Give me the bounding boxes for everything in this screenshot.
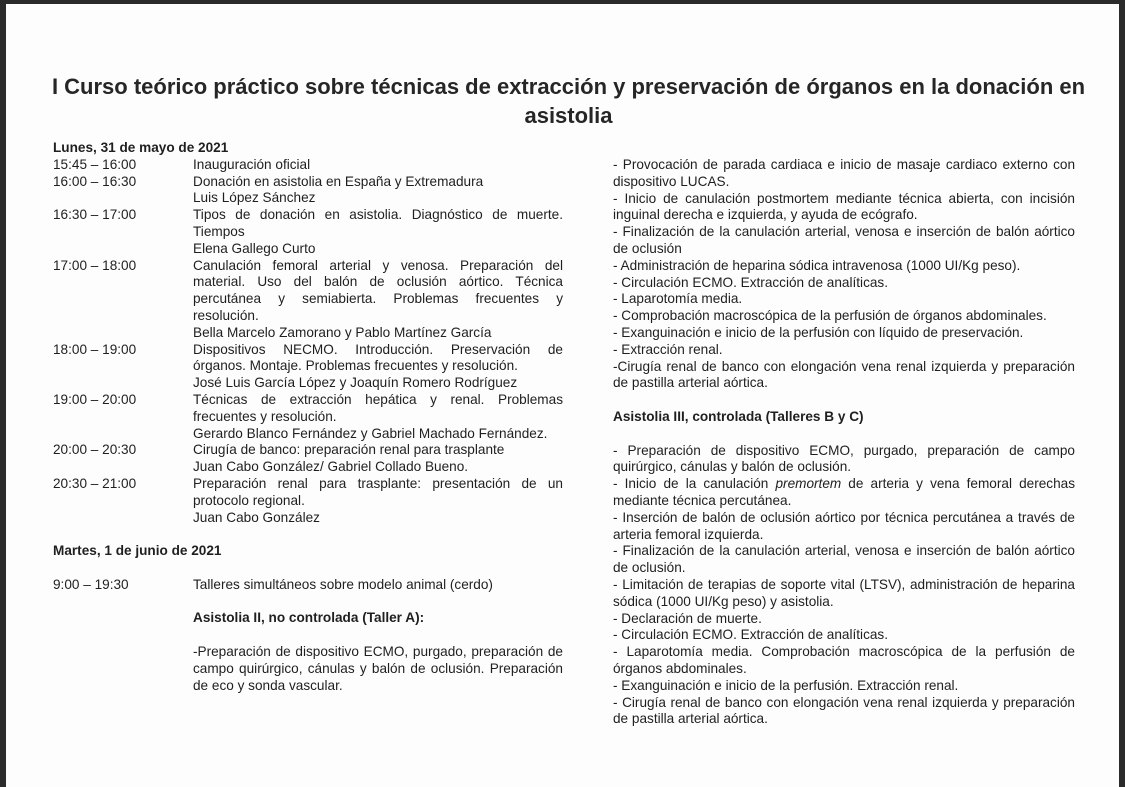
schedule-time: 19:00 – 20:00: [53, 391, 137, 407]
section-b-heading: Asistolia III, controlada (Talleres B y C): [613, 408, 864, 424]
procedure-step: - Declaración de muerte.: [613, 610, 762, 626]
step-text: - Inicio de la canulación: [613, 476, 776, 492]
right-column: [613, 157, 1075, 728]
schedule-time: 20:30 – 21:00: [53, 475, 137, 491]
left-column: [53, 140, 563, 694]
session-speakers: Elena Gallego Curto: [193, 240, 316, 256]
session-topic: Canulación femoral arterial y venosa. Preparación del material. Uso del balón de oclusión aórtico. Técnica percutánea y semiabierta. Problemas frecuentes y resolución.: [193, 257, 563, 323]
schedule-desc: [193, 392, 563, 442]
schedule-row: [53, 392, 563, 442]
schedule-time: 18:00 – 19:00: [53, 341, 137, 357]
session-topic: Cirugía de banco: preparación renal para trasplante: [193, 442, 505, 458]
taller-b-step: - Preparación de dispositivo ECMO, purgado, preparación de campo quirúrgico, cánulas y balón de oclusión.: [613, 442, 1075, 475]
document-page: [6, 4, 1119, 787]
step-emphasis: premortem: [775, 476, 842, 492]
day1-schedule: [53, 157, 563, 527]
section-a-text: -Preparación de dispositivo ECMO, purgado, preparación de campo quirúrgico, cánulas y balón de oclusión. Preparación de eco y sonda vascular.: [193, 643, 563, 693]
procedure-step: - Administración de heparina sódica intravenosa (1000 UI/Kg peso).: [613, 257, 1021, 273]
session-topic: Donación en asistolia en España y Extremadura: [193, 173, 484, 189]
procedure-step: -Cirugía renal de banco con elongación vena renal izquierda y preparación de pastilla arterial aórtica.: [613, 358, 1075, 391]
taller-a-steps: [613, 157, 1075, 392]
session-speakers: Juan Cabo González/ Gabriel Collado Bueno.: [193, 459, 469, 475]
step-text: de arteria y vena femoral derechas mediante técnica percutánea.: [613, 476, 1075, 508]
session-speakers: Juan Cabo González: [193, 509, 320, 525]
procedure-step: - Provocación de parada cardiaca e inicio de masaje cardiaco externo con dispositivo LUCAS.: [613, 157, 1075, 189]
day2-desc: Talleres simultáneos sobre modelo animal (cerdo): [193, 576, 493, 592]
schedule-desc: [193, 174, 563, 208]
session-topic: Técnicas de extracción hepática y renal. Problemas frecuentes y resolución.: [193, 391, 563, 424]
schedule-desc: [193, 342, 563, 392]
procedure-step: - Comprobación macroscópica de la perfusión de órganos abdominales.: [613, 308, 1047, 324]
schedule-row: [53, 442, 563, 476]
procedure-step: - Exanguinación e inicio de la perfusión. Extracción renal.: [613, 677, 959, 693]
procedure-step: - Cirugía renal de banco con elongación vena renal izquierda y preparación de pastilla arterial aórtica.: [613, 694, 1075, 727]
session-topic: Preparación renal para trasplante: presentación de un protocolo regional.: [193, 475, 563, 508]
schedule-row: [53, 476, 563, 526]
session-speakers: José Luis García López y Joaquín Romero Rodríguez: [193, 375, 518, 391]
schedule-row: [53, 258, 563, 342]
schedule-time: 15:45 – 16:00: [53, 156, 137, 172]
schedule-time: 17:00 – 18:00: [53, 257, 137, 273]
schedule-desc: [193, 258, 563, 342]
session-topic: Inauguración oficial: [193, 156, 311, 172]
schedule-time: 16:30 – 17:00: [53, 207, 137, 223]
schedule-desc: [193, 157, 563, 174]
session-speakers: Gerardo Blanco Fernández y Gabriel Machado Fernández.: [193, 425, 548, 441]
procedure-step: - Inicio de canulación postmortem mediante técnica abierta, con incisión inguinal derecha e izquierda, y ayuda de ecógrafo.: [613, 190, 1075, 223]
procedure-step: - Circulación ECMO. Extracción de analíticas.: [613, 274, 888, 290]
session-speakers: Bella Marcelo Zamorano y Pablo Martínez García: [193, 324, 492, 340]
procedure-step: - Circulación ECMO. Extracción de analíticas.: [613, 627, 888, 643]
taller-b-step: [613, 476, 1075, 510]
procedure-step: - Limitación de terapias de soporte vital (LTSV), administración de heparina sódica (1000 UI/Kg peso) y asistolia.: [613, 576, 1075, 609]
document-title: I Curso teórico práctico sobre técnicas de extracción y preservación de órganos en la donación en asistolia: [51, 74, 1086, 128]
procedure-step: - Finalización de la canulación arterial, venosa e inserción de balón aórtico de oclusión: [613, 224, 1075, 256]
day1-heading: Lunes, 31 de mayo de 2021: [53, 140, 229, 155]
session-topic: Dispositivos NECMO. Introducción. Preservación de órganos. Montaje. Problemas frecuentes y resolución.: [193, 341, 563, 374]
schedule-time: 20:00 – 20:30: [53, 442, 137, 458]
schedule-row: [53, 207, 563, 257]
schedule-row: [53, 157, 563, 174]
schedule-time: 16:00 – 16:30: [53, 173, 137, 189]
session-topic: Tipos de donación en asistolia. Diagnóstico de muerte. Tiempos: [193, 207, 563, 239]
day2-time: 9:00 – 19:30: [53, 576, 129, 592]
schedule-row: [53, 174, 563, 208]
day2-row: [53, 577, 563, 594]
schedule-desc: [193, 442, 563, 476]
procedure-step: - Inserción de balón de oclusión aórtico por técnica percutánea a través de arteria femoral izquierda.: [613, 509, 1075, 542]
schedule-desc: [193, 476, 563, 526]
procedure-step: - Exanguinación e inicio de la perfusión con líquido de preservación.: [613, 324, 1024, 340]
session-speakers: Luis López Sánchez: [193, 190, 316, 206]
procedure-step: - Laparotomía media. Comprobación macroscópica de la perfusión de órganos abdominales.: [613, 644, 1075, 676]
section-a-heading: Asistolia II, no controlada (Taller A):: [193, 610, 425, 626]
procedure-step: - Extracción renal.: [613, 341, 723, 357]
procedure-step: - Laparotomía media.: [613, 291, 743, 307]
schedule-row: [53, 342, 563, 392]
day2-heading: Martes, 1 de junio de 2021: [53, 543, 222, 559]
taller-b-steps: [613, 510, 1075, 728]
schedule-desc: [193, 207, 563, 257]
procedure-step: - Finalización de la canulación arterial, venosa e inserción de balón aórtico de oclusión.: [613, 543, 1075, 576]
